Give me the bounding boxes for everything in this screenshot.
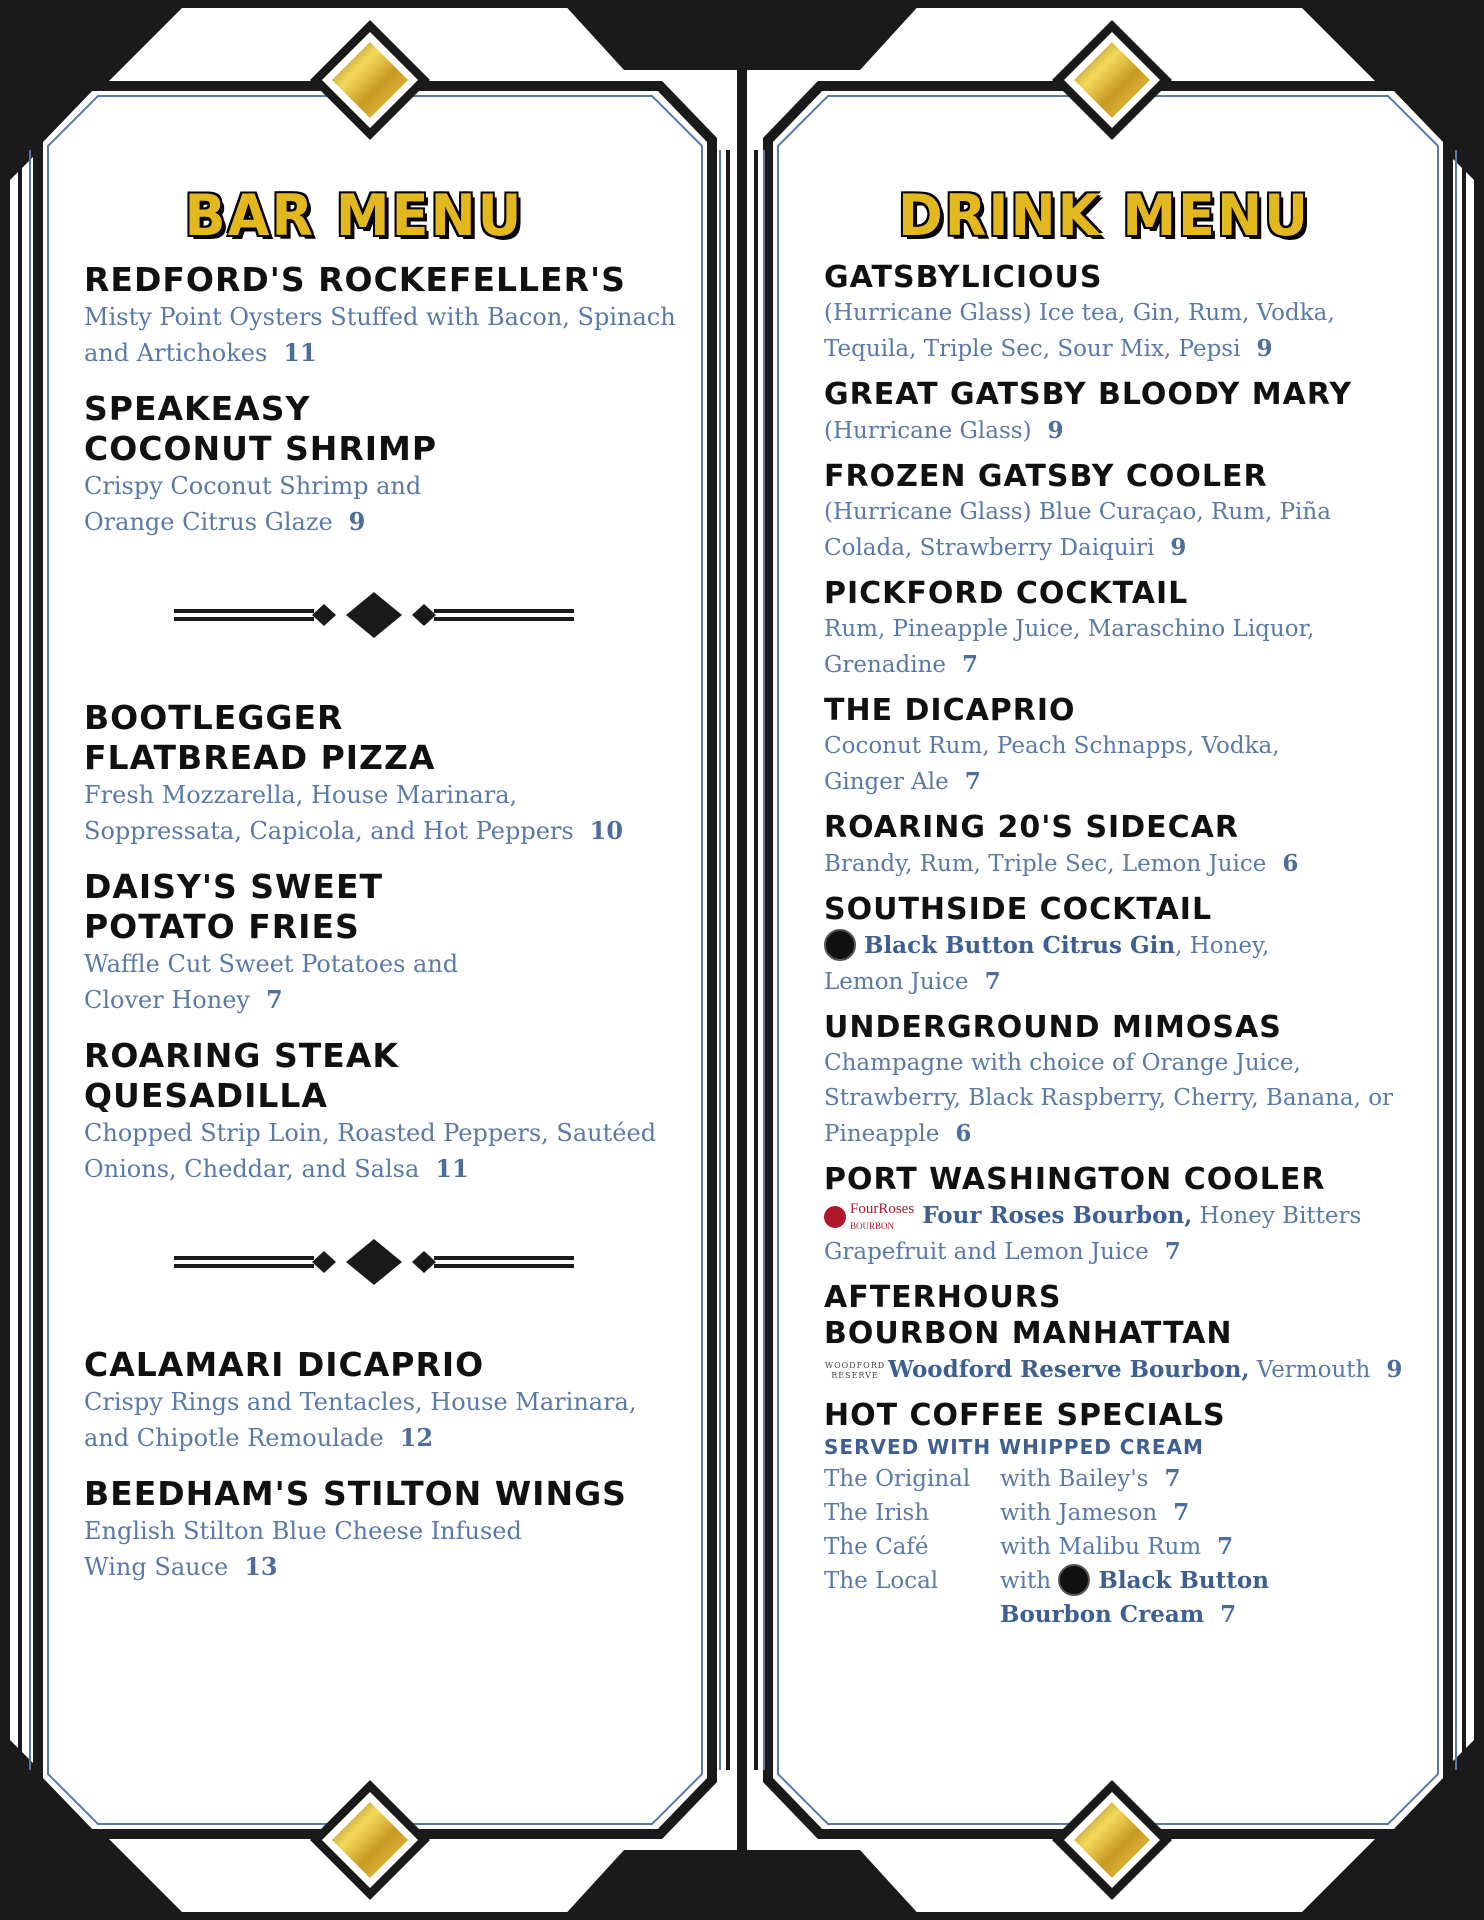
item-price: 7	[1164, 1238, 1181, 1265]
divider-ornament	[174, 592, 574, 642]
item-price: 10	[589, 816, 624, 845]
item-name: FROZEN GATSBY COOLER	[824, 459, 1268, 494]
item-desc: (Hurricane Glass) Blue Curaçao, Rum, Piña Colada, Strawberry Daiquiri 9	[824, 499, 1331, 561]
item-name: ROARING STEAK QUESADILLA	[84, 1036, 399, 1115]
item-price: 9	[348, 507, 366, 536]
item-desc: Rum, Pineapple Juice, Maraschino Liquor, Grenadine 7	[824, 616, 1315, 678]
black-button-logo-icon	[1058, 1564, 1090, 1596]
item-desc: Coconut Rum, Peach Schnapps, Vodka, Ginger Ale 7	[824, 733, 1280, 795]
item-desc: Fresh Mozzarella, House Marinara, Soppressata, Capicola, and Hot Peppers 10	[84, 781, 624, 845]
coffee-subtitle: SERVED WITH WHIPPED CREAM	[824, 1435, 1204, 1459]
item-name: UNDERGROUND MIMOSAS	[824, 1010, 1282, 1045]
item-name: CALAMARI DICAPRIO	[84, 1345, 485, 1384]
menu-item	[84, 260, 684, 371]
coffee-row: The Café with Malibu Rum 7	[824, 1533, 1234, 1560]
item-price: 13	[244, 1552, 278, 1581]
item-desc: Brandy, Rum, Triple Sec, Lemon Juice 6	[824, 850, 1299, 877]
menu-item	[824, 892, 1304, 1000]
item-name: GREAT GATSBY BLOODY MARY	[824, 377, 1353, 412]
item-name: GATSBYLICIOUS	[824, 260, 1103, 295]
item-price: 6	[955, 1120, 972, 1147]
item-name: DAISY'S SWEET POTATO FRIES	[84, 867, 383, 946]
item-name: PICKFORD COCKTAIL	[824, 576, 1189, 611]
menu-item	[824, 459, 1384, 566]
menu-item	[84, 698, 504, 778]
menu-item	[824, 1010, 1414, 1152]
item-name: AFTERHOURS BOURBON MANHATTAN	[824, 1280, 1233, 1351]
four-roses-logo-icon	[824, 1206, 846, 1228]
coffee-row: The Original with Bailey's 7	[824, 1465, 1181, 1492]
ornamental-divider	[84, 1187, 684, 1337]
item-price: 7	[984, 968, 1001, 995]
menu-item	[824, 810, 1424, 882]
item-name: SPEAKEASY COCONUT SHRIMP	[84, 389, 438, 468]
item-price: 7	[962, 651, 979, 678]
menu-item	[84, 1345, 684, 1456]
item-desc: Waffle Cut Sweet Potatoes and Clover Honey 7	[84, 950, 459, 1014]
four-roses-logo-text: FourRoses BOURBON	[850, 1200, 915, 1231]
item-name: PORT WASHINGTON COOLER	[824, 1162, 1326, 1197]
menu-item	[824, 693, 1324, 800]
drink-menu-title: DRINK MENU	[897, 182, 1310, 249]
ornamental-divider	[84, 540, 684, 690]
menu-item	[84, 389, 504, 540]
coffee-row: The Local with Black Button Bourbon Cream 7	[824, 1564, 1269, 1632]
menu-item	[824, 1162, 1414, 1270]
item-price: 9	[1047, 417, 1064, 444]
item-price: 11	[283, 338, 317, 367]
item-price: 9	[1170, 534, 1187, 561]
woodford-reserve-logo-icon: WOODFORD RESERVE	[824, 1361, 886, 1380]
item-desc: Black Button Citrus Gin, Honey, Lemon Juice 7	[824, 928, 1304, 1000]
item-desc: (Hurricane Glass) Ice tea, Gin, Rum, Vodka, Tequila, Triple Sec, Sour Mix, Pepsi 9	[824, 300, 1335, 362]
item-price: 9	[1386, 1356, 1403, 1383]
item-price: 6	[1282, 850, 1299, 877]
item-name: BOOTLEGGER FLATBREAD PIZZA	[84, 698, 436, 777]
menu-item	[824, 1280, 1424, 1388]
item-desc: FourRoses BOURBON Four Roses Bourbon, Honey Bitters Grapefruit and Lemon Juice 7	[824, 1200, 1362, 1265]
menu-item	[824, 377, 1424, 449]
item-desc: Chopped Strip Loin, Roasted Peppers, Sautéed Onions, Cheddar, and Salsa 11	[84, 1119, 657, 1183]
coffee-table	[824, 1462, 1269, 1632]
coffee-section	[824, 1398, 1424, 1632]
item-price: 12	[399, 1423, 434, 1452]
drink-menu-panel	[824, 180, 1424, 1632]
menu-item	[84, 1474, 684, 1585]
item-name: SOUTHSIDE COCKTAIL	[824, 892, 1213, 927]
black-button-logo-icon	[824, 929, 856, 961]
item-name: ROARING 20'S SIDECAR	[824, 810, 1239, 845]
divider-ornament	[174, 1239, 574, 1289]
item-price: 7	[964, 768, 981, 795]
item-desc: WOODFORD RESERVE Woodford Reserve Bourbon, Vermouth 9	[824, 1356, 1403, 1383]
coffee-title: HOT COFFEE SPECIALS	[824, 1398, 1226, 1433]
menu-item	[824, 260, 1384, 367]
menu-item	[84, 1036, 484, 1116]
item-desc: English Stilton Blue Cheese Infused Wing Sauce 13	[84, 1517, 522, 1581]
item-desc: Crispy Rings and Tentacles, House Marinara, and Chipotle Remoulade 12	[84, 1388, 637, 1452]
bar-menu-panel	[84, 180, 684, 1585]
menu-item	[84, 867, 459, 1018]
item-desc: Misty Point Oysters Stuffed with Bacon, Spinach and Artichokes 11	[84, 303, 676, 367]
item-price: 11	[435, 1154, 469, 1183]
item-name: BEEDHAM'S STILTON WINGS	[84, 1474, 627, 1513]
item-price: 9	[1256, 335, 1273, 362]
item-desc: Champagne with choice of Orange Juice, Strawberry, Black Raspberry, Cherry, Banana, or Pineapple 6	[824, 1050, 1394, 1147]
item-desc: Crispy Coconut Shrimp and Orange Citrus Glaze 9	[84, 472, 422, 536]
bar-menu-title: BAR MENU	[184, 182, 524, 249]
item-price: 7	[265, 985, 283, 1014]
menu-item	[824, 576, 1384, 683]
item-name: REDFORD'S ROCKEFELLER'S	[84, 260, 626, 299]
item-desc: (Hurricane Glass) 9	[824, 417, 1064, 444]
item-name: THE DICAPRIO	[824, 693, 1076, 728]
coffee-row: The Irish with Jameson 7	[824, 1499, 1190, 1526]
